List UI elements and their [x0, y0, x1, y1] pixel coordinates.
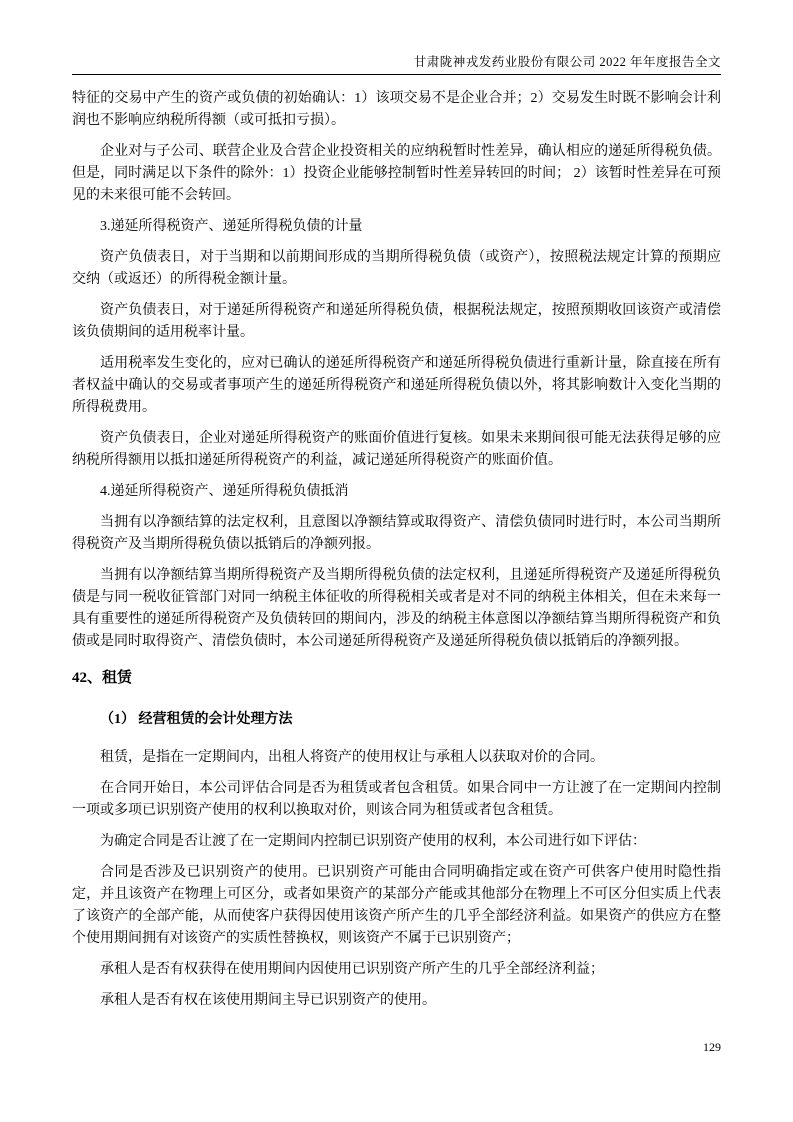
page-number: 129	[703, 1040, 721, 1054]
paragraph: 承租人是否有权获得在使用期间内因使用已识别资产所产生的几乎全部经济利益；	[100, 962, 604, 977]
paragraph: 适用税率发生变化的，应对已确认的递延所得税资产和递延所得税负债进行重新计量，除直接在所有者权益中确认的交易或者事项产生的递延所得税资产和递延所得税负债以外，将其影响数计入变化当期的所得税费用。	[72, 356, 721, 415]
paragraph: 资产负债表日，对于当期和以前期间形成的当期所得税负债（或资产），按照税法规定计算的预期应交纳（或返还）的所得税金额计量。	[72, 250, 721, 287]
paragraph: 为确定合同是否让渡了在一定期间内控制已识别资产使用的权利，本公司进行如下评估：	[100, 834, 646, 849]
report-title: 甘肃陇神戎发药业股份有限公司 2022 年年度报告全文	[413, 55, 721, 69]
report-header	[72, 52, 721, 70]
list-item-heading: 3.递延所得税资产、递延所得税负债的计量	[100, 219, 363, 234]
paragraph: 当拥有以净额结算当期所得税资产及当期所得税负债的法定权利，且递延所得税资产及递延所得税负债是与同一税收征管部门对同一纳税主体征收的所得税相关或者是对不同的纳税主体相关，但在未来每一具有重要性的递延所得税资产及负债转回的期间内，涉及的纳税主体意图以净额结算当期所得税资产和负债或是同时取得资产、清偿负债时，本公司递延所得税资产及递延所得税负债以抵销后的净额列报。	[72, 568, 721, 649]
paragraph: 企业对与子公司、联营企业及合营企业投资相关的应纳税暂时性差异，确认相应的递延所得税负债。但是，同时满足以下条件的除外：1）投资企业能够控制暂时性差异转回的时间； 2）该暂时性差异在可预见的未来很可能不会转回。	[72, 144, 721, 203]
list-item-heading: 4.递延所得税资产、递延所得税负债抵消	[100, 484, 349, 499]
paragraph: 承租人是否有权在该使用期间主导已识别资产的使用。	[100, 993, 436, 1008]
paragraph: 资产负债表日，对于递延所得税资产和递延所得税负债，根据税法规定，按照预期收回该资产或清偿该负债期间的适用税率计量。	[72, 303, 721, 340]
paragraph-continuation: 特征的交易中产生的资产或负债的初始确认：1）该项交易不是企业合并；2）交易发生时既不影响会计利润也不影响应纳税所得额（或可抵扣亏损）。	[72, 91, 721, 128]
document-body	[72, 88, 721, 1021]
paragraph: 合同是否涉及已识别资产的使用。已识别资产可能由合同明确指定或在资产可供客户使用时隐性指定，并且该资产在物理上可区分，或者如果资产的某部分产能或其他部分在物理上不可区分但实质上代表了该资产的全部产能，从而使客户获得因使用该资产所产生的几乎全部经济利益。如果资产的供应方在整个使用期间拥有对该资产的实质性替换权，则该资产不属于已识别资产；	[72, 865, 721, 946]
paragraph: 租赁，是指在一定期间内，出租人将资产的使用权让与承租人以获取对价的合同。	[100, 750, 604, 765]
header-divider	[72, 74, 721, 75]
paragraph: 资产负债表日，企业对递延所得税资产的账面价值进行复核。如果未来期间很可能无法获得足够的应纳税所得额用以抵扣递延所得税资产的利益，减记递延所得税资产的账面价值。	[72, 431, 721, 468]
paragraph: 当拥有以净额结算的法定权利，且意图以净额结算或取得资产、清偿负债同时进行时，本公司当期所得税资产及当期所得税负债以抵销后的净额列报。	[72, 515, 721, 552]
section-heading: 42、租赁	[72, 670, 133, 686]
subsection-heading: （1） 经营租赁的会计处理方法	[100, 712, 293, 727]
paragraph: 在合同开始日，本公司评估合同是否为租赁或者包含租赁。如果合同中一方让渡了在一定期间内控制一项或多项已识别资产使用的权利以换取对价，则该合同为租赁或者包含租赁。	[72, 781, 721, 818]
